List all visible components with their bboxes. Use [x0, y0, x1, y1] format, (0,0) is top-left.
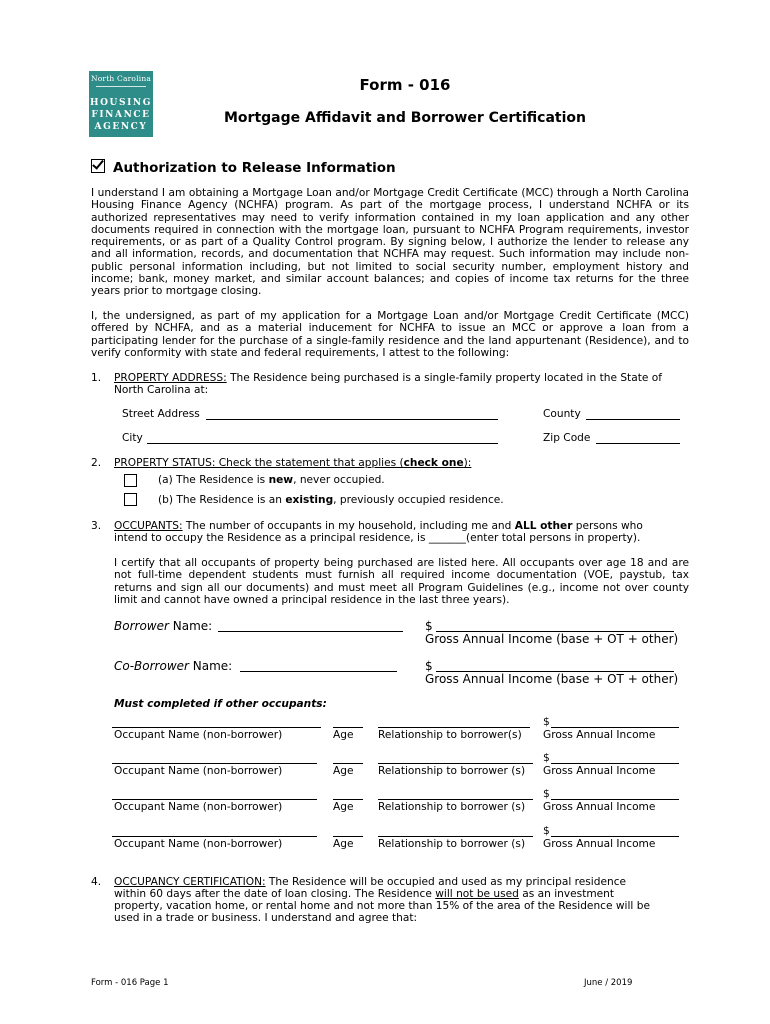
item3-line1-post: persons who — [572, 520, 643, 532]
occupant-4-age-field[interactable] — [333, 836, 363, 837]
occupant-4-income-field[interactable] — [551, 836, 679, 837]
item3-line2: intend to occupy the Residence as a principal residence, is _______(enter total persons in property). — [114, 532, 641, 544]
occupant-2-dollar: $ — [543, 752, 550, 764]
item2-heading — [114, 457, 471, 469]
occupant-4-income-label: Gross Annual Income — [543, 838, 656, 850]
item4-line3: property, vacation home, or rental home and not more than 15% of the area of the Residence will be — [114, 900, 650, 912]
occupant-1-age-label: Age — [333, 729, 354, 741]
item4-line2 — [114, 888, 614, 900]
logo-word-finance: FINANCE — [91, 110, 151, 120]
item4-line4: used in a trade or business. I understand and agree that: — [114, 912, 418, 924]
occupant-3-relationship-label: Relationship to borrower (s) — [378, 801, 526, 813]
item3-certify: I certify that all occupants of property being purchased are listed here. All occupants over age 18 and are not full-time dependent students must furnish all required income documentation (VOE, paystub, tax returns and sign all our documents) and must meet all Program Guidelines (e.g., income not over county limit and cannot have owned a principal residence in the last three years). — [114, 557, 689, 606]
occupant-3-name-label: Occupant Name (non-borrower) — [114, 801, 283, 813]
occupant-3-relationship-field[interactable] — [378, 799, 533, 800]
item4-line1 — [114, 876, 626, 888]
occupant-3-age-field[interactable] — [333, 799, 363, 800]
form-title: Mortgage Affidavit and Borrower Certification — [223, 110, 586, 126]
occupant-2-name-field[interactable] — [112, 763, 317, 764]
occupant-4-relationship-label: Relationship to borrower (s) — [378, 838, 526, 850]
occupant-1-age-field[interactable] — [333, 727, 363, 728]
item4-line2-pre: within 60 days after the date of loan closing. The Residence — [114, 888, 436, 900]
item1-text-line1: The Residence being purchased is a single-family property located in the State of — [230, 372, 662, 384]
occupant-1-relationship-field[interactable] — [378, 727, 530, 728]
item3-line1-pre: The number of occupants in my household, including me and — [185, 520, 515, 532]
occupant-2-relationship-field[interactable] — [378, 763, 533, 764]
item2-check-one: check one — [403, 457, 464, 469]
footer-date: June / 2019 — [584, 978, 633, 988]
option-a-checkbox[interactable] — [124, 474, 137, 487]
occupant-1-name-label: Occupant Name (non-borrower) — [114, 729, 283, 741]
coborrower-name-field[interactable] — [240, 671, 397, 672]
item3-line1 — [114, 520, 643, 532]
zip-code-label: Zip Code — [543, 432, 591, 444]
occupant-2-income-label: Gross Annual Income — [543, 765, 656, 777]
option-a-pre: (a) The Residence is — [158, 474, 269, 486]
county-label: County — [543, 408, 581, 420]
occupant-4-dollar: $ — [543, 825, 550, 837]
section-heading — [91, 158, 396, 176]
item4-number: 4. — [91, 876, 102, 888]
occupant-1-name-field[interactable] — [112, 727, 321, 728]
intro-paragraph-1: I understand I am obtaining a Mortgage Loan and/or Mortgage Credit Certificate (MCC) through a North Carolina Housing Finance Agency (NCHFA) program. As part of the mortgage process, I understand NCHFA or its authorized representatives may need to verify information contained in my loan application and any other documents required in connection with the mortgage loan, pursuant to NCHFA Program requirements, investor requirements, or as part of a Quality Control program. By signing below, I authorize the lender to release any and all information, records, and documentation that NCHFA may request. Such information may include non-public personal information including, but not limited to social security number, employment history and income; bank, money market, and similar account balances; and copies of income tax returns for the three years prior to mortgage closing. — [91, 187, 689, 298]
occupant-1-dollar: $ — [543, 716, 550, 728]
occupant-1-relationship-label: Relationship to borrower(s) — [378, 729, 522, 741]
borrower-gross-income-label: Gross Annual Income (base + OT + other) — [425, 632, 679, 646]
coborrower-dollar: $ — [425, 659, 433, 673]
occupant-2-relationship-label: Relationship to borrower (s) — [378, 765, 526, 777]
zip-code-field[interactable] — [596, 443, 680, 444]
street-address-label: Street Address — [122, 408, 200, 420]
occupant-2-income-field[interactable] — [551, 763, 679, 764]
item1-heading: PROPERTY ADDRESS: — [114, 372, 227, 384]
section-heading-text: Authorization to Release Information — [113, 160, 396, 176]
item1-number: 1. — [91, 372, 102, 384]
checked-box-icon — [91, 159, 105, 173]
option-a-label — [158, 474, 385, 486]
option-b-bold: existing — [285, 494, 334, 506]
borrower-name-field[interactable] — [218, 631, 403, 632]
item2-heading-text: PROPERTY STATUS: Check the statement that applies ( — [114, 457, 404, 469]
city-label: City — [122, 432, 143, 444]
occupant-3-income-label: Gross Annual Income — [543, 801, 656, 813]
occupant-1-income-field[interactable] — [551, 727, 679, 728]
logo-word-housing: HOUSING — [89, 98, 152, 108]
item3-heading: OCCUPANTS: — [114, 520, 183, 532]
item1-text-line2: North Carolina at: — [114, 384, 209, 396]
item4-heading: OCCUPANCY CERTIFICATION: — [114, 876, 266, 888]
occupant-3-name-field[interactable] — [112, 799, 317, 800]
option-b-label — [158, 494, 504, 506]
item3-number: 3. — [91, 520, 102, 532]
county-field[interactable] — [586, 419, 680, 420]
borrower-italic: Borrower — [114, 619, 169, 633]
occupant-2-age-field[interactable] — [333, 763, 363, 764]
occupant-4-relationship-field[interactable] — [378, 836, 533, 837]
occupant-1-income-label: Gross Annual Income — [543, 729, 656, 741]
borrower-name-label — [114, 619, 212, 633]
option-b-pre: (b) The Residence is an — [158, 494, 286, 506]
item4-line2-underlined: will not be used — [435, 888, 519, 900]
occupant-2-name-label: Occupant Name (non-borrower) — [114, 765, 283, 777]
occupant-3-income-field[interactable] — [551, 799, 679, 800]
item4-line2-post: as an investment — [518, 888, 615, 900]
city-field[interactable] — [147, 443, 498, 444]
option-a-bold: new — [268, 474, 294, 486]
form-number: Form - 016 — [359, 76, 451, 94]
street-address-field[interactable] — [206, 419, 498, 420]
item3-line1-bold: ALL other — [514, 520, 573, 532]
occupant-3-age-label: Age — [333, 801, 354, 813]
item4-line1-post: The Residence will be occupied and used as my principal residence — [265, 876, 627, 888]
occupant-4-age-label: Age — [333, 838, 354, 850]
must-complete-note: Must completed if other occupants: — [114, 698, 327, 710]
occupant-4-name-field[interactable] — [112, 836, 317, 837]
coborrower-rest: Name: — [188, 659, 233, 673]
occupant-3-dollar: $ — [543, 788, 550, 800]
footer-page-label: Form - 016 Page 1 — [91, 978, 169, 988]
option-a-post: , never occupied. — [293, 474, 385, 486]
option-b-post: , previously occupied residence. — [333, 494, 504, 506]
borrower-dollar: $ — [425, 619, 433, 633]
coborrower-italic: Co-Borrower — [114, 659, 189, 673]
borrower-rest: Name: — [168, 619, 213, 633]
item1-line1 — [114, 372, 662, 384]
option-b-checkbox[interactable] — [124, 493, 137, 506]
logo-word-agency: AGENCY — [94, 122, 148, 132]
coborrower-name-label — [114, 659, 232, 673]
item2-number: 2. — [91, 457, 102, 469]
coborrower-gross-income-label: Gross Annual Income (base + OT + other) — [425, 672, 679, 686]
intro-paragraph-2: I, the undersigned, as part of my application for a Mortgage Loan and/or Mortgage Credit Certificate (MCC) offered by NCHFA, and as a material inducement for NCHFA to issue an MCC or approve a loan from a participating lender for the purchase of a single-family residence and the land appurtenant (Residence), and to verify conformity with state and federal requirements, I attest to the following: — [91, 310, 689, 359]
occupant-4-name-label: Occupant Name (non-borrower) — [114, 838, 283, 850]
occupant-2-age-label: Age — [333, 765, 354, 777]
logo-state: North Carolina — [90, 74, 152, 83]
item2-heading-end: ): — [463, 457, 472, 469]
